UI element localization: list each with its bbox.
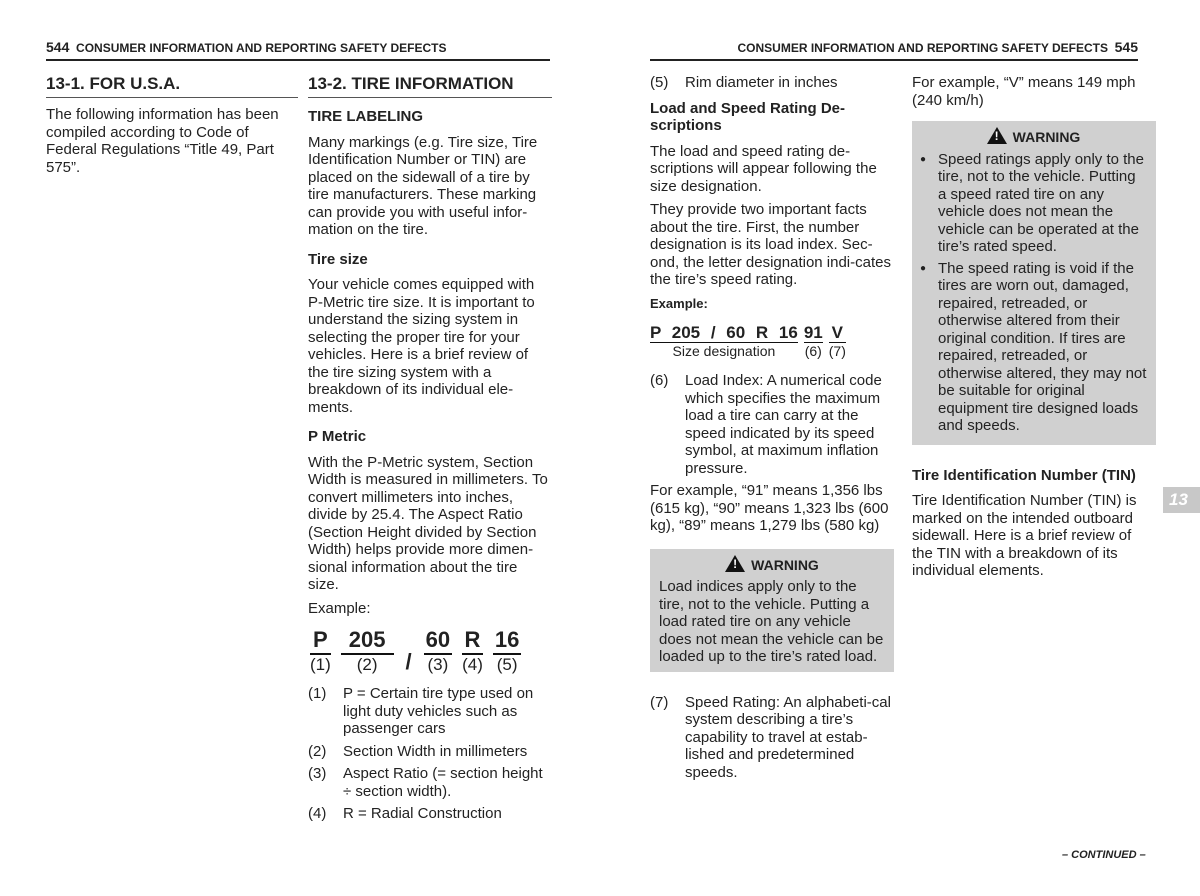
bullet-icon: ● xyxy=(920,153,927,165)
list-item xyxy=(650,694,894,782)
size-designation-label: Size designation xyxy=(672,342,776,359)
diagram-part xyxy=(404,649,414,675)
paragraph: With the P-Metric system, Section Width is measured in millimeters. To convert millimeters into inches, divide by 25.4. The Aspect Ratio (Section Height divided by Section Width) helps provide more dimen-sional information about the tire size. xyxy=(308,453,548,593)
item-number: (1) xyxy=(308,685,327,702)
item-number: (6) xyxy=(650,372,669,389)
diagram-label: (2) xyxy=(356,655,378,674)
diagram-value: 205 xyxy=(341,627,394,655)
bullet-icon: ● xyxy=(920,262,927,274)
section-tab[interactable]: 13 xyxy=(1163,487,1200,513)
diagram-label: (3) xyxy=(427,655,449,674)
item-text: Load Index: A numerical code which specifies the maximum load a tire can carry at the speed indicated by its speed symbol, at maximum inflation pressure. xyxy=(685,372,882,477)
page-number: 544 xyxy=(46,39,70,55)
page-number: 545 xyxy=(1114,39,1138,55)
paragraph: Your vehicle comes equipped with P-Metric tire size. It is important to understand the sizing system in selecting the proper tire for your vehicles. Here is a brief review of the tire sizing system with a breakdown of its individual ele-ments. xyxy=(308,276,535,416)
item-number: (5) xyxy=(650,74,669,91)
warning-icon xyxy=(725,555,745,572)
item-text: Section Width in millimeters xyxy=(343,742,528,760)
bullet-text: Speed ratings apply only to the tire, not to the vehicle. Putting a speed rated tire on any vehicle does not mean the vehicle can be operated at the tire’s rated speed. xyxy=(938,150,1144,255)
column-1 xyxy=(46,74,298,182)
speed-rating-label: (7) xyxy=(828,342,846,359)
column-3 xyxy=(650,74,894,786)
subheading: TIRE LABELING xyxy=(308,108,423,125)
paragraph: Many markings (e.g. Tire size, Tire Identification Number or TIN) are placed on the sidewall of a tire by tire manufacturers. These marking can provide you with useful infor-mation on the tire. xyxy=(308,133,538,238)
diagram-value: 60 xyxy=(424,627,452,655)
list-item xyxy=(308,743,552,761)
diagram-value: 16 xyxy=(493,627,521,655)
diagram-part xyxy=(310,627,331,675)
item-text: P = Certain tire type used on light duty vehicles such as passenger cars xyxy=(343,685,534,737)
column-4 xyxy=(912,74,1156,586)
paragraph: They provide two important facts about the tire. First, the number designation is its load index. Sec-ond, the letter designation indi-cates the tire’s speed rating. xyxy=(650,201,891,288)
warning-title: WARNING xyxy=(1012,129,1081,145)
warning-bullet xyxy=(920,151,1147,256)
paragraph: The following information has been compiled according to Code of Federal Regulations “Title 49, Part 575”. xyxy=(46,106,279,176)
list-item xyxy=(308,805,552,823)
diagram-part xyxy=(341,627,394,675)
speed-rating-value: V xyxy=(829,324,846,343)
diagram-value: R xyxy=(462,627,483,655)
subheading: Tire size xyxy=(308,250,368,268)
diagram-part xyxy=(493,627,521,675)
paragraph: For example, “V” means 149 mph (240 km/h) xyxy=(912,74,1136,109)
column-2 xyxy=(308,74,552,828)
subheading: Tire Identification Number (TIN) xyxy=(912,466,1136,484)
warning-text: Load indices apply only to the tire, not to the vehicle. Putting a load rated tire on any vehicle does not mean the vehicle can be loaded up to the tire’s rated load. xyxy=(659,578,884,665)
subheading: Load and Speed Rating De-scriptions xyxy=(650,99,846,134)
header-title: CONSUMER INFORMATION AND REPORTING SAFETY DEFECTS xyxy=(737,41,1108,55)
item-text: Rim diameter in inches xyxy=(685,74,838,91)
paragraph: Tire Identification Number (TIN) is marked on the intended outboard sidewall. Here is a brief review of the TIN with a breakdown of its individual elements. xyxy=(912,492,1137,579)
section-heading: 13-1. FOR U.S.A. xyxy=(46,74,298,98)
example-label: Example: xyxy=(308,599,371,617)
item-number: (3) xyxy=(308,765,327,782)
warning-icon xyxy=(987,127,1007,144)
load-index-label: (6) xyxy=(804,342,822,359)
paragraph: For example, “91” means 1,356 lbs (615 kg), “90” means 1,323 lbs (600 kg), “89” means 1,279 lbs (580 kg) xyxy=(650,482,889,534)
warning-box xyxy=(912,121,1156,445)
diagram-part xyxy=(424,627,452,675)
diagram-value: / xyxy=(405,649,412,674)
list-item xyxy=(308,685,552,738)
diagram-part xyxy=(462,627,483,675)
diagram-label: (5) xyxy=(496,655,518,674)
warning-title: WARNING xyxy=(751,556,819,573)
diagram-label: (4) xyxy=(462,655,483,674)
item-number: (2) xyxy=(308,742,327,760)
warning-bullet xyxy=(920,260,1147,435)
load-speed-diagram xyxy=(650,324,894,360)
item-text: Speed Rating: An alphabeti-cal system describing a tire’s capability to travel at estab-lished and predetermined speeds. xyxy=(685,693,891,781)
left-page-header xyxy=(46,39,550,61)
list-item xyxy=(308,765,552,800)
diagram-label: (1) xyxy=(310,655,331,674)
item-number: (7) xyxy=(650,693,669,711)
size-designation-value: P 205 / 60 R 16 xyxy=(650,323,798,342)
header-title: CONSUMER INFORMATION AND REPORTING SAFETY DEFECTS xyxy=(76,41,447,55)
diagram-value: P xyxy=(310,627,331,655)
item-text: R = Radial Construction xyxy=(343,805,502,822)
example-label: Example: xyxy=(650,295,708,311)
warning-box xyxy=(650,549,894,672)
right-page-header xyxy=(650,39,1138,61)
paragraph: The load and speed rating de-scriptions will appear following the size designation. xyxy=(650,142,877,195)
list-item xyxy=(650,74,894,92)
section-heading: 13-2. TIRE INFORMATION xyxy=(308,74,552,98)
item-number: (4) xyxy=(308,805,327,822)
bullet-text: The speed rating is void if the tires are worn out, damaged, repaired, retreaded, or otherwise altered from their original condition. If tires are repaired, retreaded, or otherwise altered, they may not be suitable for original equipment tire designed loads and speeds. xyxy=(938,259,1147,434)
subheading: P Metric xyxy=(308,428,367,445)
load-index-value: 91 xyxy=(803,323,823,342)
item-text: Aspect Ratio (= section height ÷ section width). xyxy=(343,765,543,800)
tire-size-diagram xyxy=(310,627,552,675)
list-item xyxy=(650,372,894,477)
continued-label: – CONTINUED – xyxy=(1062,849,1146,861)
